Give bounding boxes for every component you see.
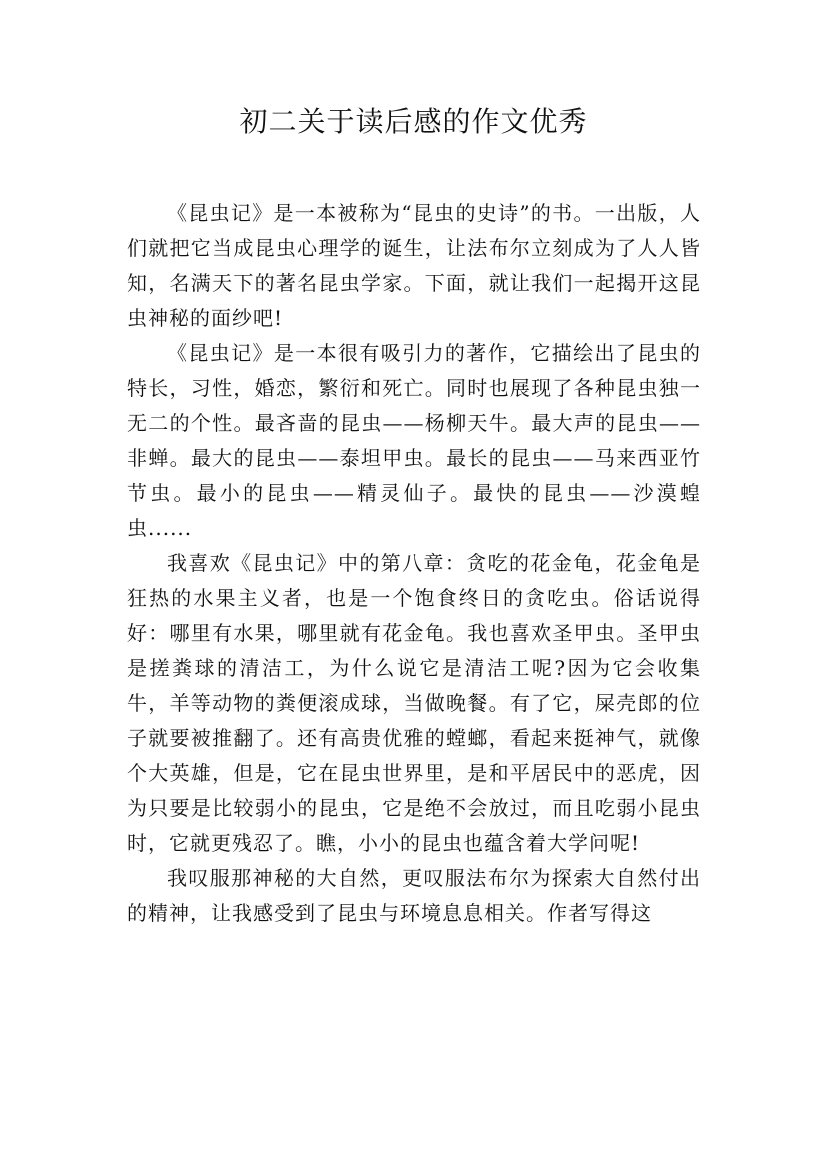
document-body — [127, 196, 701, 931]
paragraph-2: 《昆虫记》是一本很有吸引力的著作，它描绘出了昆虫的特长，习性，婚恋，繁衍和死亡。同时也展现了各种昆虫独一无二的个性。最吝啬的昆虫——杨柳天牛。最大声的昆虫——非蝉。最大的昆虫——泰坦甲虫。最长的昆虫——马来西亚竹节虫。最小的昆虫——精灵仙子。最快的昆虫——沙漠蝗虫...... — [127, 341, 701, 540]
paragraph-3: 我喜欢《昆虫记》中的第八章：贪吃的花金龟，花金龟是狂热的水果主义者，也是一个饱食终日的贪吃虫。俗话说得好：哪里有水果，哪里就有花金龟。我也喜欢圣甲虫。圣甲虫是搓粪球的清洁工，为什么说它是清洁工呢?因为它会收集牛，羊等动物的粪便滚成球，当做晚餐。有了它，屎壳郎的位子就要被推翻了。还有高贵优雅的螳螂，看起来挺神气，就像个大英雄，但是，它在昆虫世界里，是和平居民中的恶虎，因为只要是比较弱小的昆虫，它是绝不会放过，而且吃弱小昆虫时，它就更残忍了。瞧，小小的昆虫也蕴含着大学问呢! — [127, 551, 701, 855]
document-title: 初二关于读后感的作文优秀 — [239, 105, 588, 138]
paragraph-1: 《昆虫记》是一本被称为“昆虫的史诗”的书。一出版，人们就把它当成昆虫心理学的诞生，让法布尔立刻成为了人人皆知，名满天下的著名昆虫学家。下面，就让我们一起揭开这昆虫神秘的面纱吧! — [127, 201, 701, 330]
paragraph-4: 我叹服那神秘的大自然，更叹服法布尔为探索大自然付出的精神，让我感受到了昆虫与环境息息相关。作者写得这 — [127, 866, 701, 925]
